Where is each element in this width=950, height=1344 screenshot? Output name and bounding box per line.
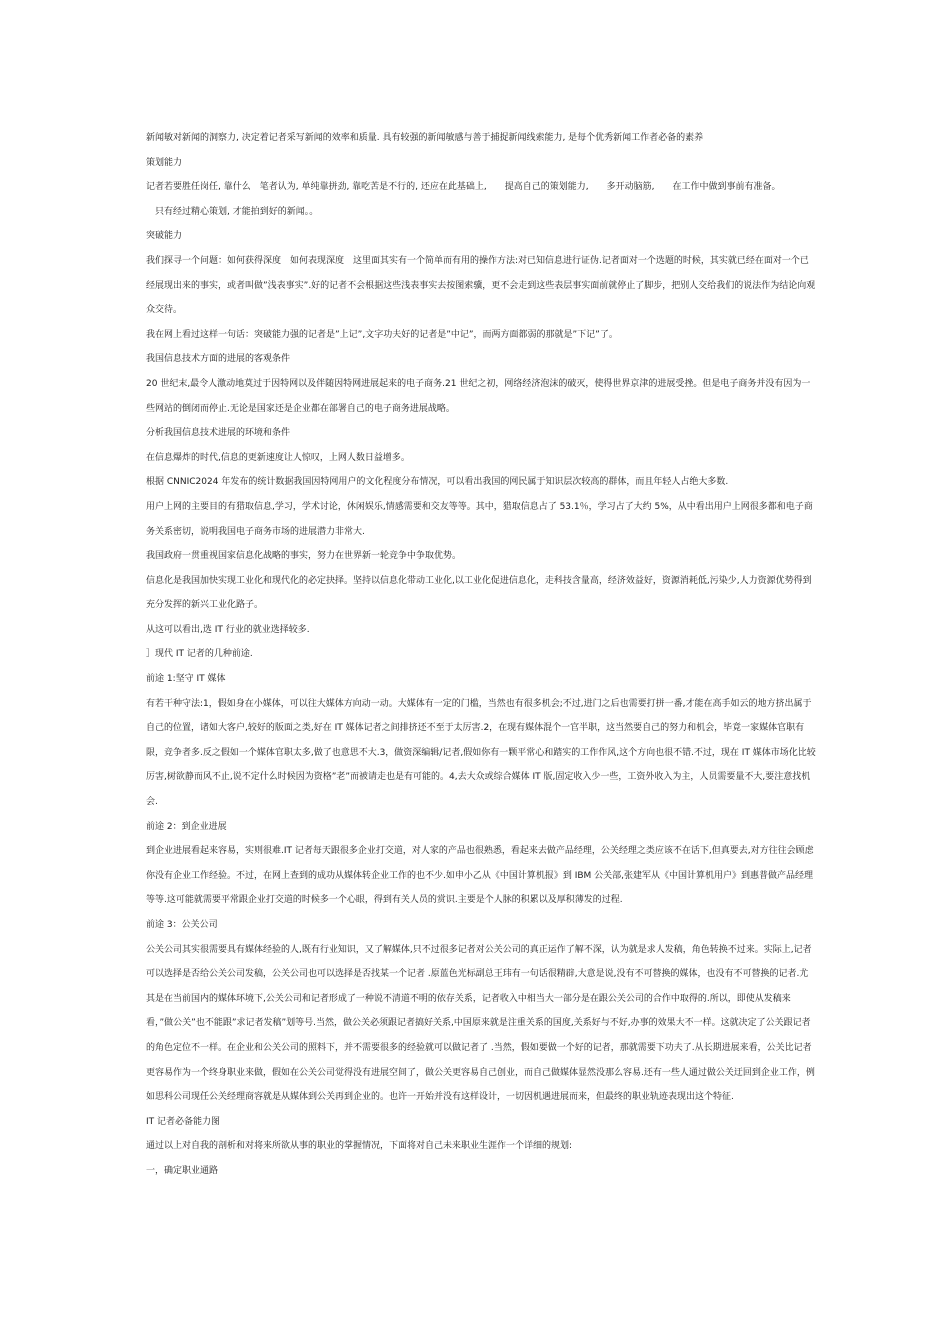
paragraph: 我国政府一贯重视国家信息化战略的事实，努力在世界新一轮竞争中争取优势。 [146,551,462,562]
paragraph: 根据 CNNIC2024 年发布的统计数据我国因特网用户的文化程度分布情况，可以看出我国的网民属于知识层次较高的群体，而且年轻人占绝大多数. [146,477,729,488]
paragraph: 我们探寻一个问题：如何获得深度 如何表现深度 这里面其实有一个简单而有用的操作方法:对已知信息进行证伪.记者面对一个选题的时候，其实就已经在面对一个已经展现出来的事实，或者叫做”浅表事实”.好的记者不会根据这些浅表事实去按图索骥，更不会走到这些表层事实面前就停止了脚步，把别人交给我们的说法作为结论向观众交待。 [146,255,816,316]
paragraph: 到企业进展看起来容易，实则很难.IT 记者每天跟很多企业打交道，对人家的产品也很熟悉，看起来去做产品经理，公关经理之类应该不在话下,但真要去,对方往往会顾虑你没有企业工作经验。不过，在网上查到的成功从媒体转企业工作的也不少.如申小乙从《中国计算机报》到 IBM 公关部,张建军从《中国计算机用户》到惠普做产品经理等等.这可能就需要平常跟企业打交道的时候多一个心眼，得到有关人员的赏识.主要是个人脉的积累以及厚积薄发的过程. [146,846,814,906]
paragraph: 有若干种守法:1，假如身在小媒体，可以往大媒体方向动一动。大媒体有一定的门槛，当然也有很多机会;不过,进门之后也需要打拼一番,才能在高手如云的地方挤出属于自己的位置，诸如大客户,较好的版面之类,好在 IT 媒体记者之间排挤还不至于太厉害.2，在现有媒体混个一官半职，这当然要自己的努力和机会，毕竟一家媒体官职有限，竞争者多.反之假如一个媒体官职太多,做了也意思不大.3，做资深编辑/记者,假如你有一颗平常心和踏实的工作作风,这个方向也很不错.不过，现在 IT 媒体市场化比较厉害,树欲静而风不止,说不定什么时候因为资格”老”而被请走也是有可能的。4,去大众或综合媒体 IT 版,固定收入少一些，工资外收入为主，人员需要量不大,要注意找机会. [146,698,816,808]
paragraph: 在信息爆炸的时代,信息的更新速度让人惊叹，上网人数日益增多。 [146,452,410,463]
section-heading: IT 记者必备能力图 [146,1116,221,1127]
paragraph: 通过以上对自我的剖析和对将来所欲从事的职业的掌握情况，下面将对自己未来职业生涯作一个详细的规划: [146,1141,573,1152]
section-heading: 前途 2：到企业进展 [146,821,227,832]
paragraph: 我在网上看过这样一句话：突破能力强的记者是”上记”,文字功夫好的记者是”中记”，而两方面都弱的那就是”下记”了。 [146,329,618,340]
paragraph: 公关公司其实很需要具有媒体经验的人,既有行业知识，又了解媒体,只不过很多记者对公关公司的真正运作了解不深，认为就是求人发稿，角色转换不过来。实际上,记者可以选择是否给公关公司发稿，公关公司也可以选择是否找某一个记者 .原蓝色光标副总王玮有一句话很精辟,大意是说,没有不可替换的媒体，也没有不可替换的记者.尤其是在当前国内的媒体环境下,公关公司和记者形成了一种说不清道不明的依存关系，记者收入中相当大一部分是在跟公关公司的合作中取得的.所以，即使从发稿来看，”做公关”也不能跟”求记者发稿”划等号.当然，做公关必须跟记者搞好关系,中国原来就是注重关系的国度,关系好与不好,办事的效果大不一样。这就决定了公关跟记者的角色定位不一样。在企业和公关公司的照料下，并不需要很多的经验就可以做记者了 .当然，假如要做一个好的记者，那就需要下功夫了.从长期进展来看，公关比记者更容易作为一个终身职业来做，假如在公关公司觉得没有进展空间了，做公关更容易自己创业，而自己做媒体显然没那么容易.还有一些人通过做公关迂回到企业工作，例如思科公司现任公关经理商容就是从媒体到公关再到企业的。也许一开始并没有这样设计，一切因机遇进展而来，但最终的职业轨迹表现出这个特征. [146,944,815,1103]
paragraph: 用户上网的主要目的有猎取信息,学习，学术讨论，休闲娱乐,情感需要和交友等等。其中，猎取信息占了 53.1％，学习占了大约 5%，从中看出用户上网很多都和电子商务关系密切，说明我国电子商务市场的进展潜力非常大. [146,501,813,537]
section-heading: ］现代 IT 记者的几种前途. [146,649,253,660]
section-heading: 分析我国信息技术进展的环境和条件 [146,428,291,439]
paragraph: 20 世纪末,最令人激动地莫过于因特网以及伴随因特网进展起来的电子商务.21 世纪之初，网络经济泡沫的破灭，使得世界京津的进展受挫。但是电子商务并没有因为一些网站的倒闭而停止.无论是国家还是企业都在部署自己的电子商务进展战略。 [146,378,811,414]
paragraph: 信息化是我国加快实现工业化和现代化的必定抉择。坚持以信息化带动工业化,以工业化促进信息化，走科技含量高，经济效益好，资源消耗低,污染少,人力资源优势得到充分发挥的新兴工业化路子。 [146,575,812,611]
section-heading: 突破能力 [146,231,183,242]
section-heading: 前途 1:坚守 IT 媒体 [146,674,226,685]
section-heading: 前途 3：公关公司 [146,920,218,930]
paragraph: 新闻敏对新闻的洞察力, 决定着记者采写新闻的效率和质量. 具有较强的新闻敏感与善于捕捉新闻线索能力, 是每个优秀新闻工作者必备的素养 [146,133,704,143]
section-heading: 一，确定职业通路 [146,1165,219,1176]
section-heading: 策划能力 [146,157,183,168]
document-body [146,126,816,1184]
paragraph: 从这可以看出,选 IT 行业的就业选择较多. [146,624,310,635]
paragraph: 记者若要胜任岗任, 靠什么 笔者认为, 单纯靠拼劲, 靠吃苦是不行的, 还应在此基础上, 提高自己的策划能力, 多开动脑筋, 在工作中做到事前有准备。 [146,182,781,193]
section-heading: 我国信息技术方面的进展的客观条件 [146,354,291,365]
paragraph: 只有经过精心策划, 才能拍到好的新闻。。 [155,206,319,217]
